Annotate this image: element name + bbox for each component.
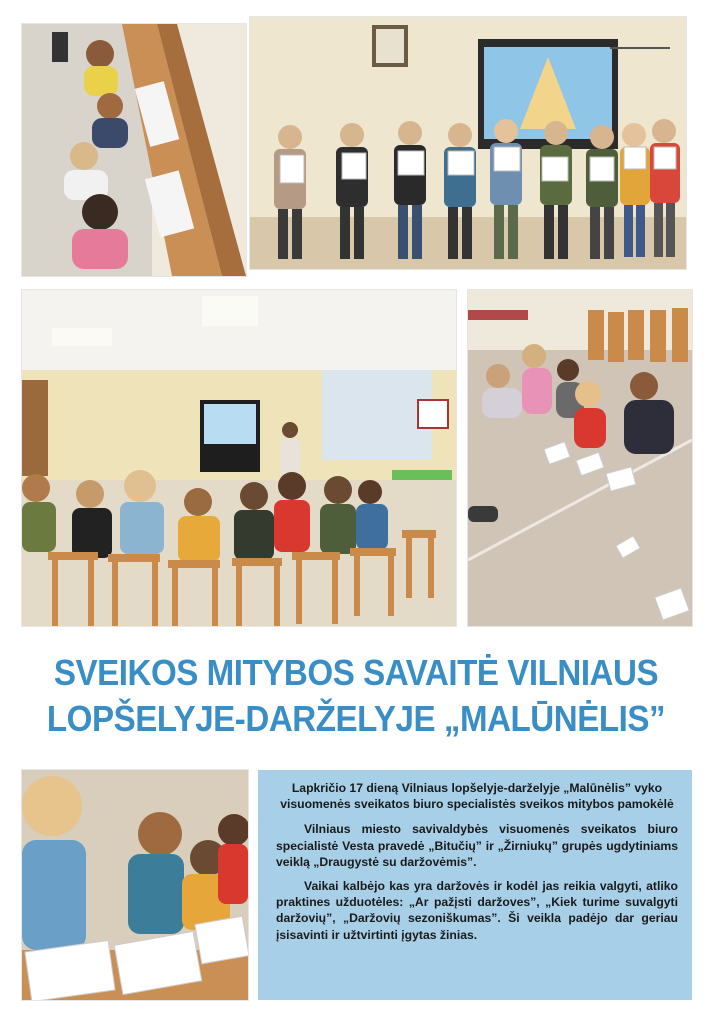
photo-group-holding-pictures [250,17,686,269]
article-paragraph-1: Vilniaus miesto savivaldybės visuomenės sveikatos biuro specialistė Vesta pravedė „Bitučių” ir „Žirniukų” grupės ugdytiniams veiklą „Draugystė su daržovėmis”. [276,822,678,869]
article-paragraph-2: Vaikai kalbėjo kas yra daržovės ir kodėl jas reikia valgyti, atliko praktines užduotėles: „Ar pažįsti daržoves”, „Kiek turime suvalgyti daržovių”, „Daržovių sezoniškumas”. Ši veikla padėjo dar geriau įsisavinti ir užtvirtinti įgytas žinias. [276,879,678,942]
article-intro: Lapkričio 17 dieną Vilniaus lopšelyje-darželyje „Malūnėlis” vyko visuomenės sveikatos biuro specialistės sveikos mitybos pamokėlė [280,781,674,812]
headline-line-2: LOPŠELYJE-DARŽELYJE „MALŪNĖLIS” [46,698,666,739]
headline-line-1: SVEIKOS MITYBOS SAVAITĖ VILNIAUS [53,652,659,693]
photo-children-worksheets [22,770,248,1000]
photo-classroom-presentation [22,290,456,626]
article-box [258,770,692,1000]
photo-children-on-carpet [468,290,692,626]
photo-children-at-tables [22,24,246,276]
headline [28,650,683,742]
